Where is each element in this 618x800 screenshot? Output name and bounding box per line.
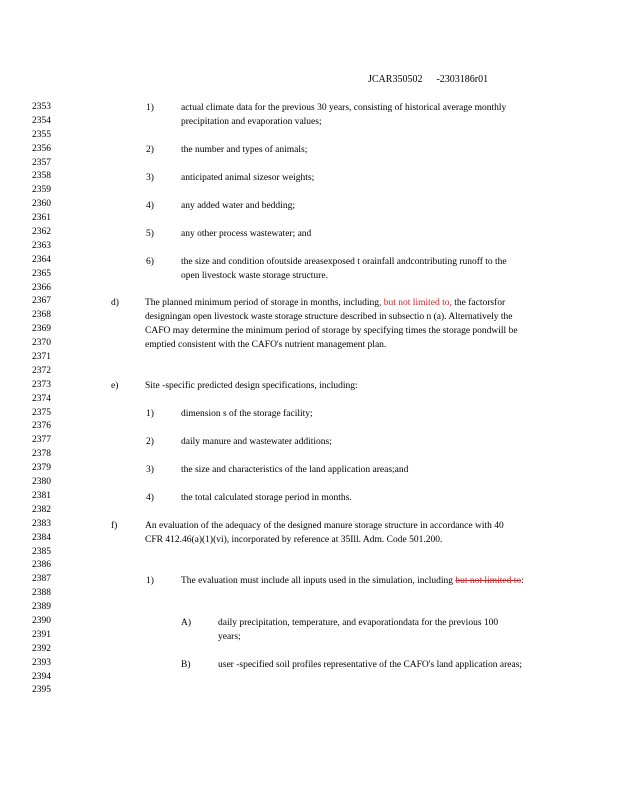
item-marker: 3) — [146, 173, 154, 183]
line-number: 2353 — [32, 102, 51, 112]
doc-revision: -2303186r01 — [436, 74, 489, 85]
line-number: 2363 — [32, 240, 51, 251]
line-number: 2373 — [32, 379, 51, 390]
line-number: 2374 — [32, 393, 51, 404]
line-number: 2383 — [32, 518, 51, 529]
line-number: 2368 — [32, 310, 51, 321]
item-marker: f) — [111, 521, 118, 531]
line-number: 2369 — [32, 324, 51, 335]
line-number: 2371 — [32, 352, 51, 363]
line-number: 2365 — [32, 268, 51, 279]
inserted-text: , but not limited to, — [379, 298, 452, 308]
item-marker: 1) — [146, 409, 154, 419]
list-item — [145, 296, 530, 352]
line-number: 2393 — [32, 657, 51, 668]
line-number: 2355 — [32, 129, 51, 140]
line-number: 2361 — [32, 213, 51, 224]
line-number: 2389 — [32, 602, 51, 613]
list-item: any other process wastewater; and — [181, 229, 312, 239]
line-number: 2382 — [32, 504, 51, 515]
text-segment: The planned minimum period of storage in months, including — [145, 298, 380, 308]
text-segment: the factorsfor designingan open livestock waste storage structure described in subsectio n (a). Alternatively the CAFO may determine the minimum period of storage by specifying times the storage pondwill be emptied consistent with the CAFO's nutrient management plan. — [145, 298, 518, 350]
item-marker: 6) — [146, 257, 154, 267]
line-number: 2386 — [32, 560, 51, 571]
line-number: 2378 — [32, 449, 51, 460]
line-number: 2367 — [32, 296, 51, 307]
list-item: Site -specific predicted design specifications, including: — [145, 381, 358, 391]
line-number: 2390 — [32, 615, 51, 626]
text-segment: The evaluation must include all inputs used in the simulation, including — [181, 576, 456, 586]
list-item: the size and condition ofoutside areasexposed t orainfall andcontributing runoff to the open livestock waste storage structure. — [181, 257, 507, 281]
line-number: 2376 — [32, 421, 51, 432]
list-item: the size and characteristics of the land application areas;and — [181, 465, 409, 475]
line-number: 2380 — [32, 477, 51, 488]
line-number: 2357 — [32, 157, 51, 168]
item-marker: 1) — [146, 576, 154, 586]
item-marker: A) — [181, 618, 192, 628]
line-number: 2364 — [32, 254, 51, 265]
doc-id: JCAR350502 — [368, 74, 423, 85]
line-number: 2356 — [32, 143, 51, 154]
item-marker: 5) — [146, 229, 154, 239]
list-item: An evaluation of the adequacy of the designed manure storage structure in accordance with 40 CFR 412.46(a)(1)(vi), incorporated by reference at 35Ill. Adm. Code 501.200. — [145, 521, 504, 545]
line-number: 2370 — [32, 338, 51, 349]
line-number: 2388 — [32, 588, 51, 599]
line-number: 2387 — [32, 574, 51, 585]
text-segment: : — [521, 576, 524, 586]
list-item: the total calculated storage period in months. — [181, 493, 352, 503]
list-item: anticipated animal sizesor weights; — [181, 173, 315, 183]
list-item: actual climate data for the previous 30 years, consisting of historical average monthly precipitation and evaporation values; — [181, 103, 507, 127]
list-item: daily manure and wastewater additions; — [181, 437, 332, 447]
item-marker: 4) — [146, 201, 154, 211]
line-number: 2394 — [32, 671, 51, 682]
line-number: 2379 — [32, 463, 51, 474]
line-number: 2381 — [32, 490, 51, 501]
line-number: 2395 — [32, 685, 51, 696]
line-number: 2384 — [32, 532, 51, 543]
line-number: 2385 — [32, 546, 51, 557]
item-marker: d) — [111, 298, 119, 308]
list-item: dimension s of the storage facility; — [181, 409, 313, 419]
line-number: 2377 — [32, 435, 51, 446]
item-marker: 4) — [146, 493, 154, 503]
line-number: 2391 — [32, 629, 51, 640]
item-marker: 3) — [146, 465, 154, 475]
line-number: 2392 — [32, 643, 51, 654]
item-marker: 2) — [146, 145, 154, 155]
line-number: 2372 — [32, 365, 51, 376]
line-number: 2358 — [32, 171, 51, 182]
line-number: 2362 — [32, 227, 51, 238]
line-number: 2359 — [32, 185, 51, 196]
list-item: user -specified soil profiles representative of the CAFO's land application areas; — [218, 660, 523, 670]
item-marker: 1) — [146, 103, 154, 113]
deleted-text: but not limited to — [455, 576, 522, 586]
list-item: the number and types of animals; — [181, 145, 308, 155]
line-number: 2375 — [32, 407, 51, 418]
list-item: any added water and bedding; — [181, 201, 295, 211]
line-number: 2354 — [32, 115, 51, 126]
list-item: daily precipitation, temperature, and evaporationdata for the previous 100 years; — [218, 618, 499, 642]
line-number: 2360 — [32, 199, 51, 210]
item-marker: e) — [111, 381, 119, 391]
line-number: 2366 — [32, 282, 51, 293]
item-marker: 2) — [146, 437, 154, 447]
item-marker: B) — [181, 660, 191, 670]
list-item — [181, 574, 526, 588]
